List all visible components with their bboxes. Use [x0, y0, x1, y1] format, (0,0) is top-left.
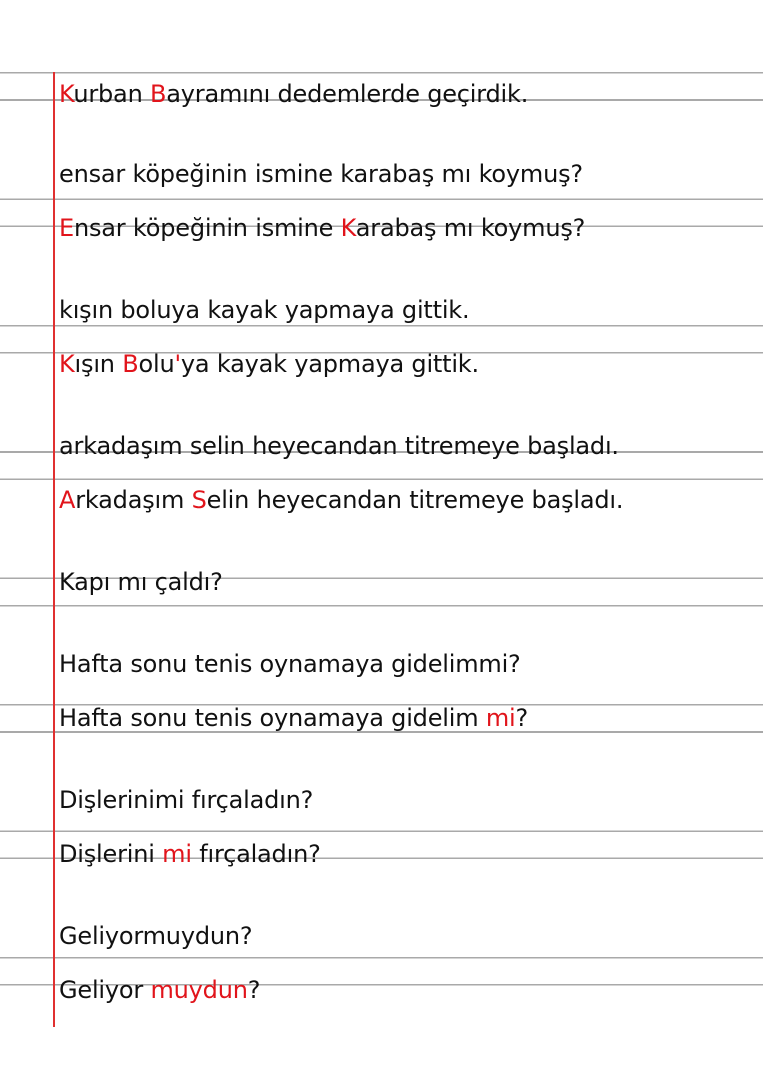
sentence-text: ya kayak yapmaya gittik. [180, 350, 479, 378]
highlighted-text: K [340, 214, 356, 242]
sentence-text: ? [247, 976, 261, 1004]
highlighted-text: B [150, 80, 167, 108]
sentence-line [59, 426, 619, 466]
highlighted-text: muydun [150, 976, 248, 1004]
sentence-line [59, 644, 521, 684]
sentence-line [59, 290, 469, 330]
sentence-text: arkadaşım selin heyecandan titremeye başladı. [59, 432, 619, 460]
sentence-text: nsar köpeğinin ismine [73, 214, 341, 242]
sentence-text: ? [515, 704, 529, 732]
sentence-line [59, 74, 528, 114]
highlighted-text: E [59, 214, 74, 242]
sentence-text: Dişlerinimi fırçaladın? [59, 786, 314, 814]
sentence-line [59, 698, 528, 738]
sentence-line [59, 154, 583, 194]
sentence-line [59, 970, 260, 1010]
sentence-text: fırçaladın? [191, 840, 321, 868]
highlighted-text: ' [174, 350, 181, 378]
sentence-text: Geliyor [59, 976, 151, 1004]
red-margin-line [53, 72, 55, 1027]
highlighted-text: A [59, 486, 76, 514]
highlighted-text: K [59, 350, 75, 378]
highlighted-text: B [122, 350, 139, 378]
sentence-text: olu [138, 350, 175, 378]
sentence-line [59, 916, 252, 956]
sentence-text: ensar köpeğinin ismine karabaş mı koymuş? [59, 160, 583, 188]
sentence-text: kışın boluya kayak yapmaya gittik. [59, 296, 470, 324]
sentence-text: Geliyormuydun? [59, 922, 253, 950]
sentence-text: Hafta sonu tenis oynamaya gidelimmi? [59, 650, 521, 678]
sentence-text: Dişlerini [59, 840, 163, 868]
highlighted-text: mi [485, 704, 516, 732]
sentence-line [59, 834, 321, 874]
sentence-text: ayramını dedemlerde geçirdik. [166, 80, 529, 108]
sentence-text: rkadaşım [75, 486, 192, 514]
sentence-line [59, 480, 623, 520]
highlighted-text: S [191, 486, 207, 514]
sentence-text: ışın [74, 350, 123, 378]
highlighted-text: mi [162, 840, 192, 868]
sentence-text: urban [73, 80, 151, 108]
sentence-text: Kapı mı çaldı? [59, 568, 223, 596]
sentence-text: Hafta sonu tenis oynamaya gidelim [59, 704, 486, 732]
sentence-line [59, 780, 313, 820]
sentence-line [59, 344, 479, 384]
sentence-line [59, 562, 223, 602]
sentence-line [59, 208, 585, 248]
highlighted-text: K [59, 80, 74, 108]
sentence-text: arabaş mı koymuş? [355, 214, 586, 242]
sentence-text: elin heyecandan titremeye başladı. [206, 486, 624, 514]
